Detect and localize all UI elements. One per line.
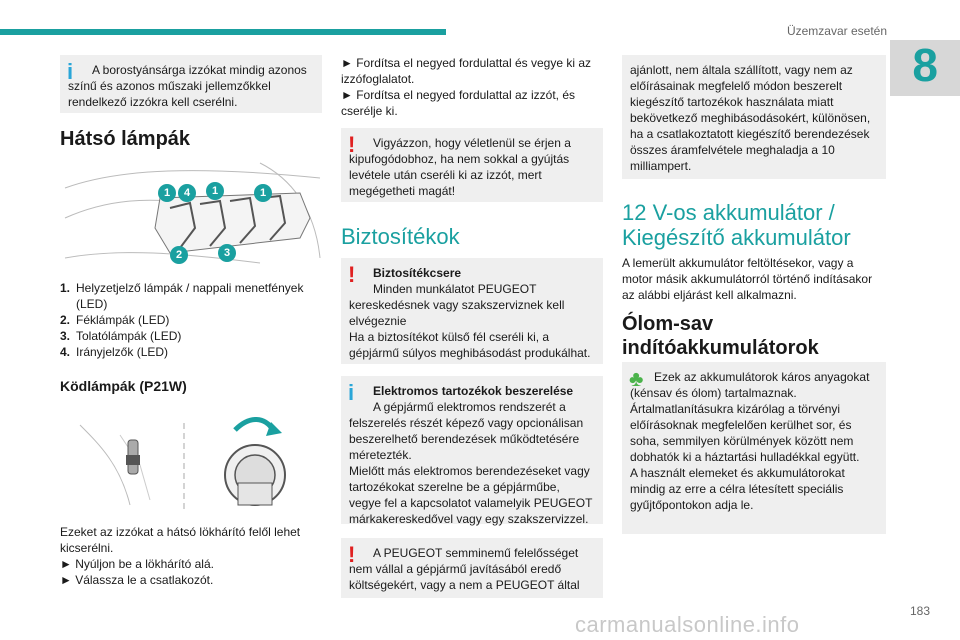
rear-lamps-heading: Hátsó lámpák <box>60 128 191 150</box>
rear-lamp-illustration <box>60 158 322 270</box>
rear-lamp-drawing <box>60 158 322 270</box>
section-title: Üzemzavar esetén <box>786 24 887 38</box>
fog-lamp-text: Ezeket az izzókat a hátsó lökhárító felől lehet kicserélni. ► Nyúljon be a lökhárító alá. ► Válassza le a csatlakozót. <box>60 525 301 587</box>
warning-box-fuse: ! Biztosítékcsere Minden munkálatot PEUGEOT kereskedésnek vagy szakszerviznek kell elvégeznie Ha a biztosítékot külső fél cseréli ki, a gépjármű súlyos meghibásodást produkálhat. <box>341 258 603 364</box>
fog-lamp-illustration <box>60 405 322 515</box>
list-item: 1. Helyzetjelző lámpák / nappali menetfények (LED) <box>60 281 304 311</box>
callout-badge: 3 <box>218 244 236 262</box>
warning-icon: ! <box>348 262 356 287</box>
warning-box-exhaust: ! Vigyázzon, hogy véletlenül se érjen a kipufogódobhoz, ha nem sokkal a gyújtás levétele után cseréli ki az izzót, mert megégetheti magát! <box>341 128 603 202</box>
battery-heading: 12 V-os akkumulátor / Kiegészítő akkumulátor <box>622 200 851 250</box>
list-item: 3. Tolatólámpák (LED) <box>60 329 182 343</box>
callout-badge: 1 <box>158 184 176 202</box>
info-icon: i <box>67 59 74 84</box>
list-item: 2. Féklámpák (LED) <box>60 313 170 327</box>
recycle-tree-icon: ♣ <box>629 366 644 391</box>
rear-lamp-list <box>60 280 322 360</box>
continued-warning-box: ajánlott, nem általa szállított, vagy nem az előírásainak megfelelő módon beszerelt kiegészítő tartozékok használata miatt bekövetkező meghibásodásokért, különösen, ha a csatlakoztatott kiegészítő berendezések összes áramfelvétele meghaladja a 10 milliampert. <box>622 55 886 179</box>
callout-badge: 1 <box>206 182 224 200</box>
callout-badge: 1 <box>254 184 272 202</box>
battery-intro: A lemerült akkumulátor feltöltésekor, vagy a motor másik akkumulátorról történő indításakor az alábbi eljárást kell alkalmazni. <box>622 256 873 302</box>
fog-lamp-drawing <box>60 405 322 515</box>
info-text: A borostyánsárga izzókat mindig azonos színű és azonos műszaki jellemzőkkel rendelkező izzókra kell cserélni. <box>68 63 307 109</box>
info-box-electrical: i Elektromos tartozékok beszerelése A gépjármű elektromos rendszerét a felszerelés részét képező vagy opcionálisan beszerelhető berendezések működtetésére méretezték. Mielőtt más elektromos berendezéseket vagy tartozékokat szerelne be a gépjárműbe, vegye fel a kapcsolatot valamelyik PEUGEOT márkakereskedővel vagy egy szakszervizzel. <box>341 376 603 524</box>
warning-icon: ! <box>348 132 356 157</box>
callout-badge: 2 <box>170 246 188 264</box>
header-accent-bar <box>0 29 446 35</box>
info-box-bulbs <box>60 55 322 113</box>
fuses-heading: Biztosítékok <box>341 224 460 249</box>
watermark: carmanualsonline.info <box>575 612 800 637</box>
list-item: 4. Irányjelzők (LED) <box>60 345 169 359</box>
bulb-steps: ► Fordítsa el negyed fordulattal és vegye ki az izzófoglalatot. ► Fordítsa el negyed fordulattal az izzót, és cserélje ki. <box>341 56 592 118</box>
fog-lamps-heading: Ködlámpák (P21W) <box>60 378 187 394</box>
chapter-number: 8 <box>912 39 938 91</box>
page-number: 183 <box>909 604 930 618</box>
callout-badge: 4 <box>178 184 196 202</box>
info-icon: i <box>348 380 355 405</box>
eco-box-disposal: ♣ Ezek az akkumulátorok káros anyagokat (kénsav és ólom) tartalmaznak. Ártalmatlanításukra kizárólag a törvényi előírásoknak megfelelően kerülhet sor, és soha, semmilyen körülmények között nem dobhatók ki a háztartási hulladékkal együtt. A használt elemeket és akkumulátorokat mindig az erre a célra létesített speciális gyűjtőpontokon adja le. <box>622 362 886 534</box>
warning-icon: ! <box>348 542 356 567</box>
lead-acid-heading: Ólom-sav indítóakkumulátorok <box>622 313 819 359</box>
warning-box-liability: ! A PEUGEOT semminemű felelősséget nem vállal a gépjármű javításából eredő költségekért, vagy a nem a PEUGEOT által <box>341 538 603 598</box>
